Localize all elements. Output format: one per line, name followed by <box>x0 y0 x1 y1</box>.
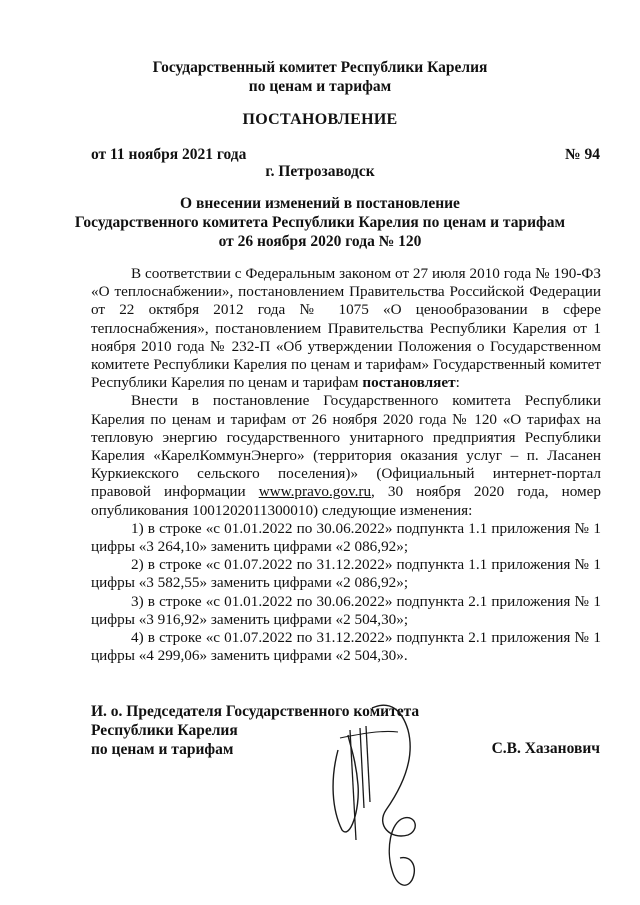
amendment-item-4: 4) в строке «с 01.07.2022 по 31.12.2022» подпункта 2.1 приложения № 1 цифры «4 299,06» заменить цифрами «2 504,30». <box>91 629 601 665</box>
document-type: ПОСТАНОВЛЕНИЕ <box>242 111 398 128</box>
preamble-paragraph <box>91 265 601 392</box>
amendment-item-3: 3) в строке «с 01.01.2022 по 30.06.2022» подпункта 2.1 приложения № 1 цифры «3 916,92» заменить цифрами «2 504,30»; <box>91 592 601 628</box>
amendment-text-1: Внести в постановление Государственного комитета Республики Карелия по ценам и тарифам от 26 ноября 2020 года № 120 «О тарифах на тепловую энергию государственного унитарного предприятия Республики Карелия «КарелКоммунЭнерго» (территория оказания услуг – п. Ласанен Куркиекского сельского поселения)» (Официальный интернет-портал правовой информации <box>91 392 601 501</box>
resolves-word: постановляет <box>362 374 456 392</box>
document-body <box>91 265 601 665</box>
subject-line-3: от 26 ноября 2020 года № 120 <box>218 233 422 250</box>
resolves-colon: : <box>455 374 460 392</box>
signatory-line-2: Республики Карелия <box>91 722 238 739</box>
issuer-line-2: по ценам и тарифам <box>248 78 392 95</box>
issuer-header <box>0 58 640 96</box>
amendment-item-2: 2) в строке «с 01.07.2022 по 31.12.2022» подпункта 1.1 приложения № 1 цифры «3 582,55» заменить цифрами «2 086,92»; <box>91 556 601 592</box>
signatory-line-3: по ценам и тарифам <box>91 741 234 758</box>
amendment-paragraph <box>91 392 601 519</box>
issuer-line-1: Государственный комитет Республики Карелия <box>152 59 488 76</box>
document-number: № 94 <box>565 146 600 163</box>
document-city: г. Петрозаводск <box>265 163 375 180</box>
pravo-link[interactable]: www.pravo.gov.ru <box>258 483 372 501</box>
signer-name: С.В. Хазанович <box>491 740 600 757</box>
amendment-item-1: 1) в строке «с 01.01.2022 по 30.06.2022» подпункта 1.1 приложения № 1 цифры «3 264,10» заменить цифрами «2 086,92»; <box>91 519 601 556</box>
subject-line-2: Государственного комитета Республики Карелия по ценам и тарифам <box>74 214 566 231</box>
signatory-line-1: И. о. Председателя Государственного комитета <box>91 703 420 720</box>
document-date: от 11 ноября 2021 года <box>91 146 247 163</box>
amendment-text-2: , 30 ноября 2020 года, номер опубликования 1001202011300010) следующие изменения: <box>91 483 602 519</box>
document-subject <box>0 194 640 251</box>
subject-line-1: О внесении изменений в постановление <box>180 195 460 212</box>
handwritten-signature <box>320 690 440 895</box>
preamble-text: В соответствии с Федеральным законом от 27 июля 2010 года № 190-ФЗ «О теплоснабжении», постановлением Правительства Российской Федерации от 22 октября 2012 года № 1075 «О ценообразовании в сфере теплоснабжения», постановлением Правительства Республики Карелия от 1 ноября 2010 года № 232-П «Об утверждении Положения о Государственном комитете Республики Карелия по ценам и тарифам» Государственный комитет Республики Карелия по ценам и тарифам <box>91 265 601 392</box>
